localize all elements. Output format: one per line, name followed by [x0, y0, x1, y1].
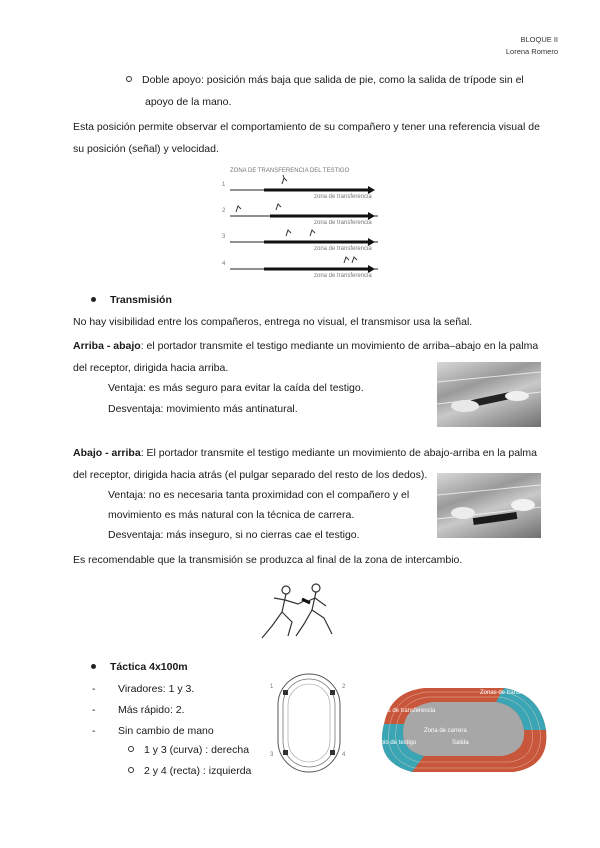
bullet-icon [91, 297, 96, 302]
stadium-label: Zonas de transferencia [480, 690, 542, 696]
baton-icon [437, 362, 541, 427]
diagram-row-label: zona de transferencia [314, 220, 372, 226]
diagram-row-label: zona de transferencia [314, 246, 372, 252]
stadium-label: Zonas de transferencia [374, 708, 436, 714]
baton-pass-photo-1 [437, 362, 541, 427]
doble-apoyo-line [126, 71, 524, 89]
arriba-abajo-text: : el portador transmite el testigo mediante un movimiento de arriba–abajo en la palma [140, 340, 539, 352]
track-oval-diagram [268, 668, 352, 778]
tactica-subitem-text: 1 y 3 (curva) : derecha [144, 744, 250, 756]
tactica-heading [91, 658, 188, 676]
doble-apoyo-label: Doble apoyo: [142, 74, 204, 86]
doble-apoyo-text-2: apoyo de la mano. [145, 96, 232, 108]
diagram-row-num: 3 [222, 234, 226, 240]
runners-icon [258, 578, 338, 646]
tactica-item-text: Sin cambio de mano [118, 725, 214, 737]
tactica-item-text: Viradores: 1 y 3. [118, 683, 195, 695]
stadium-illustration [364, 680, 550, 778]
relay-runners-illustration [258, 578, 338, 646]
diagram-row-label: zona de transferencia [314, 273, 372, 279]
tactica-item [92, 701, 185, 719]
page-header [506, 34, 558, 58]
track-oval-icon [268, 668, 352, 778]
tactica-item [92, 680, 194, 698]
diagram-caption: ZONA DE TRANSFERENCIA DEL TESTIGO [230, 168, 350, 174]
abajo-arriba-line-1 [73, 444, 537, 462]
diagram-row-label: zona de transferencia [314, 194, 372, 200]
abajo-arriba-label: Abajo - arriba [73, 447, 141, 459]
recomendacion: Es recomendable que la transmisión se produzca al final de la zona de intercambio. [73, 554, 463, 566]
diagram-row-num: 1 [222, 182, 226, 188]
header-author: Lorena Romero [505, 47, 558, 56]
abajo-arriba-line-2: del receptor, dirigida hacia atrás (el pulgar separado del resto de los dedos). [73, 469, 428, 481]
track-label: 3 [270, 752, 274, 758]
transmision-intro: No hay visibilidad entre los compañeros, entrega no visual, el transmisor usa la señal. [73, 316, 473, 328]
abajo-ventaja-1: Ventaja: no es necesaria tanta proximidad con el compañero y el [108, 489, 410, 501]
stadium-label: Cambio de testigo [368, 740, 417, 746]
tactica-item [92, 722, 214, 740]
arriba-abajo-line-2: del receptor, dirigida hacia arriba. [73, 362, 229, 374]
diagram-row-num: 4 [222, 261, 226, 267]
baton-icon [437, 473, 541, 538]
transfer-zone-diagram [218, 164, 380, 286]
abajo-ventaja-2: movimiento es más natural con la técnica de carrera. [108, 509, 355, 521]
arriba-abajo-line-1 [73, 337, 538, 355]
circle-bullet-icon [126, 76, 132, 82]
track-label: 1 [270, 684, 274, 690]
track-label: 4 [342, 752, 346, 758]
intro-line-2: su posición (señal) y velocidad. [73, 143, 219, 155]
transmision-title: Transmisión [110, 294, 172, 306]
dash-bullet: - [92, 704, 96, 716]
arriba-abajo-label: Arriba - abajo [73, 340, 141, 352]
intro-line-1: Esta posición permite observar el comportamiento de su compañero y tener una referencia visual de [73, 121, 540, 133]
abajo-desventaja: Desventaja: más inseguro, si no cierras cae el testigo. [108, 529, 360, 541]
circle-bullet-icon [128, 767, 134, 773]
baton-pass-photo-2 [437, 473, 541, 538]
tactica-subitem [128, 762, 251, 780]
arriba-desventaja: Desventaja: movimiento más antinatural. [108, 403, 298, 415]
tactica-subitem [128, 741, 249, 759]
stadium-label: Zona de carrera [424, 728, 467, 734]
dash-bullet: - [92, 683, 96, 695]
tactica-subitem-text: 2 y 4 (recta) : izquierda [144, 765, 252, 777]
stadium-label: Salida [452, 740, 469, 746]
track-label: 2 [342, 684, 346, 690]
abajo-arriba-text: : El portador transmite el testigo mediante un movimiento de abajo-arriba en la palma [140, 447, 537, 459]
transmision-heading [91, 291, 172, 309]
circle-bullet-icon [128, 746, 134, 752]
doble-apoyo-text: posición más baja que salida de pie, como la salida de trípode sin el [203, 74, 524, 86]
header-block: BLOQUE II [520, 35, 558, 44]
tactica-title: Táctica 4x100m [110, 661, 188, 673]
tactica-item-text: Más rápido: 2. [118, 704, 185, 716]
dash-bullet: - [92, 725, 96, 737]
arriba-ventaja: Ventaja: es más seguro para evitar la caída del testigo. [108, 382, 364, 394]
diagram-row-num: 2 [222, 208, 226, 214]
bullet-icon [91, 664, 96, 669]
